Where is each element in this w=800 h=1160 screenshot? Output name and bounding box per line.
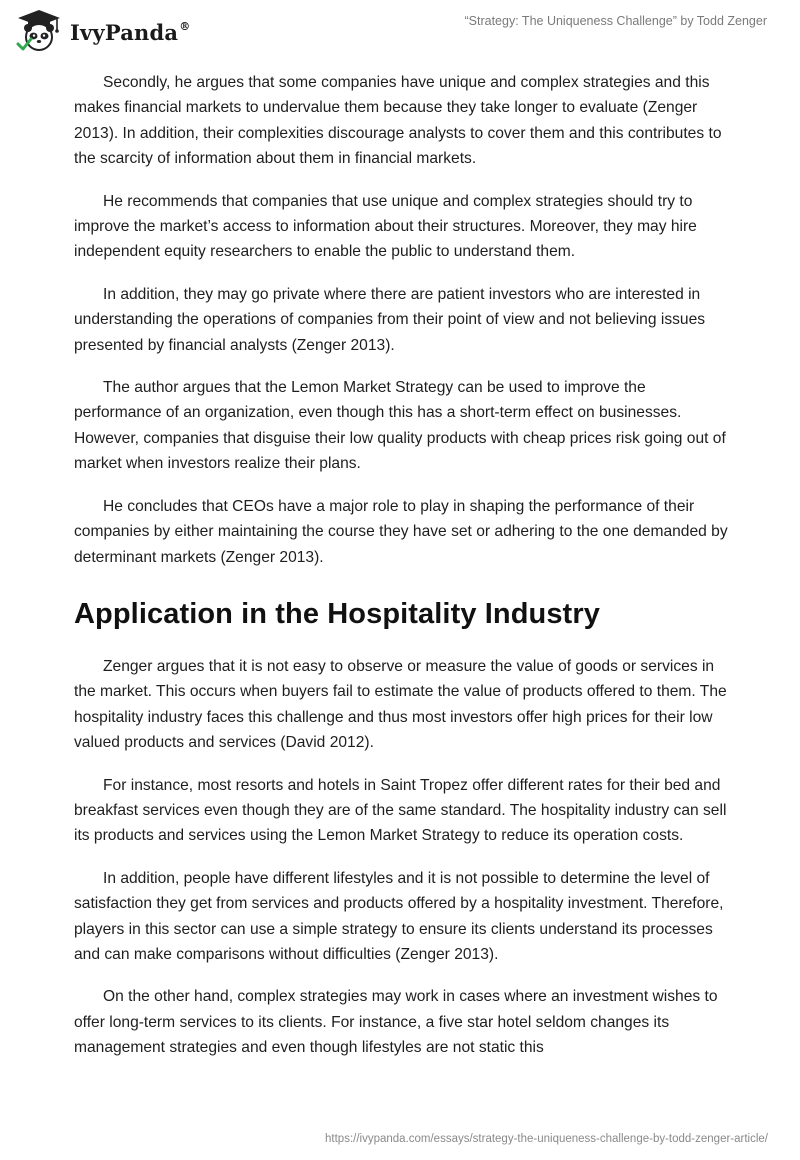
document-title: “Strategy: The Uniqueness Challenge” by Todd Zenger bbox=[464, 14, 767, 28]
paragraph: For instance, most resorts and hotels in Saint Tropez offer different rates for their bed and breakfast services even though they are of the same standard. The hospitality industry can sell its products and services using the Lemon Market Strategy to reduce its operation costs. bbox=[74, 776, 727, 845]
paragraph: On the other hand, complex strategies may work in cases where an investment wishes to offer long-term services to its clients. For instance, a five star hotel seldom changes its management strategies and even though lifestyles are not static this bbox=[74, 988, 718, 1057]
paragraph: He concludes that CEOs have a major role to play in shaping the performance of their companies by either maintaining the course they have set or adhering to the one demanded by determinant markets (Zenger 2013). bbox=[74, 497, 728, 566]
paragraph: Zenger argues that it is not easy to observe or measure the value of goods or services in the market. This occurs when buyers fail to estimate the value of products offered to them. The hospitality industry faces this challenge and thus most investors offer high prices for their low valued products and services (David 2012). bbox=[74, 657, 727, 752]
paragraph: The author argues that the Lemon Market Strategy can be used to improve the performance of an organization, even though this has a short-term effect on businesses. However, companies that disguise their low quality products with cheap prices risk going out of market when investors realize their plans. bbox=[74, 379, 726, 473]
section-heading: Application in the Hospitality Industry bbox=[74, 597, 600, 630]
paragraph: He recommends that companies that use unique and complex strategies should try to improve the market’s access to information about their structures. Moreover, they may hire independent equity researchers to enable the public to understand them. bbox=[74, 192, 697, 261]
paragraph: In addition, people have different lifestyles and it is not possible to determine the level of satisfaction they get from services and products offered by a hospitality investment. Therefore, players in this sector can use a simple strategy to ensure its clients understand its processes and can make comparisons without difficulties (Zenger 2013). bbox=[74, 869, 724, 963]
panda-graduate-icon bbox=[14, 8, 64, 54]
source-url[interactable]: https://ivypanda.com/essays/strategy-the-uniqueness-challenge-by-todd-zenger-article/ bbox=[325, 1133, 768, 1145]
brand-name: IvyPanda® bbox=[70, 19, 191, 45]
paragraph: Secondly, he argues that some companies have unique and complex strategies and this makes financial markets to undervalue them because they take longer to evaluate (Zenger 2013). In addition, their complexities discourage analysts to cover them and this contributes to the scarcity of information about them in financial markets. bbox=[74, 74, 722, 168]
ivypanda-logo[interactable] bbox=[14, 8, 190, 54]
article-body bbox=[74, 70, 734, 1078]
page-header bbox=[0, 0, 800, 60]
paragraph: In addition, they may go private where there are patient investors who are interested in understanding the operations of companies from their point of view and not believing issues presented by financial analysts (Zenger 2013). bbox=[74, 285, 706, 354]
